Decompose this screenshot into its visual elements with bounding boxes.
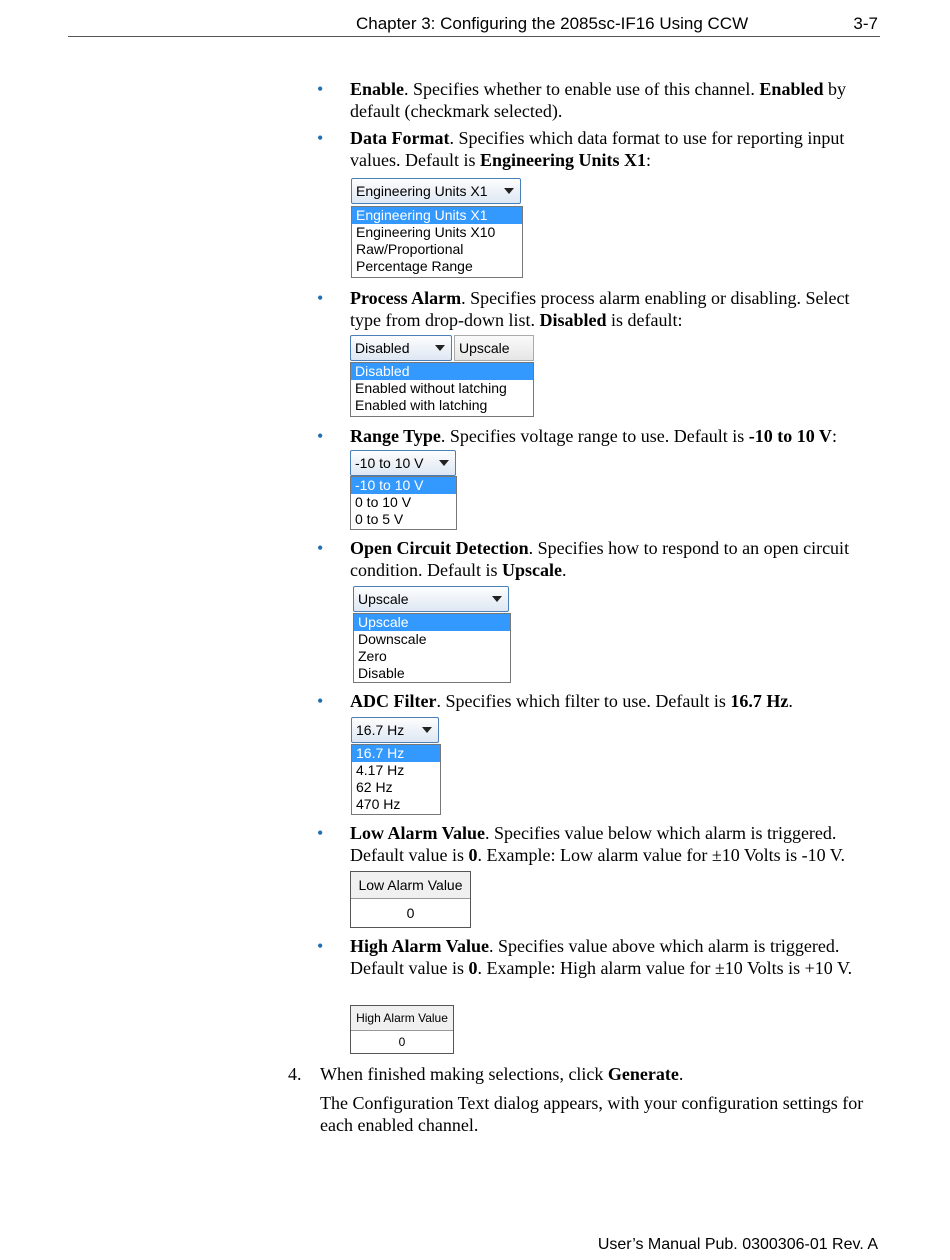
- low-alarm-widget: [350, 871, 471, 928]
- high-alarm-label: High Alarm Value: [351, 1006, 453, 1031]
- data-format-select[interactable]: Engineering Units X1: [351, 178, 521, 204]
- chevron-down-icon: [504, 188, 514, 194]
- option[interactable]: 470 Hz: [356, 796, 401, 812]
- process-alarm-select[interactable]: Disabled: [350, 335, 452, 361]
- high-alarm-widget: [350, 1005, 454, 1054]
- option[interactable]: Enabled without latching: [355, 380, 507, 396]
- chevron-down-icon: [492, 596, 502, 602]
- option[interactable]: Percentage Range: [356, 258, 473, 274]
- low-alarm-input[interactable]: 0: [406, 905, 415, 921]
- bullet: •: [317, 936, 324, 956]
- option[interactable]: 16.7 Hz: [352, 745, 440, 762]
- open-circuit-select[interactable]: Upscale: [353, 586, 509, 612]
- option[interactable]: 0 to 10 V: [355, 494, 412, 510]
- bullet: •: [317, 823, 324, 843]
- bullet: •: [317, 79, 324, 99]
- option[interactable]: -10 to 10 V: [351, 477, 456, 494]
- item-data-format: Data Format. Specifies which data format to use for reporting input values. Default is Engineering Units X1:: [350, 128, 845, 170]
- option[interactable]: Upscale: [354, 614, 510, 631]
- option[interactable]: Zero: [358, 648, 387, 664]
- option[interactable]: Engineering Units X10: [356, 224, 496, 240]
- option[interactable]: Disabled: [351, 363, 533, 380]
- step-4-follow: The Configuration Text dialog appears, with your configuration settings for each enabled channel.: [320, 1093, 864, 1135]
- adc-filter-select[interactable]: 16.7 Hz: [351, 717, 439, 743]
- bullet: •: [317, 691, 324, 711]
- item-adc-filter: ADC Filter. Specifies which filter to use. Default is 16.7 Hz.: [350, 691, 793, 711]
- item-high-alarm: High Alarm Value. Specifies value above which alarm is triggered. Default value is 0. Example: High alarm value for ±10 Volts is +10 V.: [350, 936, 853, 978]
- chevron-down-icon: [439, 460, 449, 466]
- low-alarm-label: Low Alarm Value: [351, 872, 470, 899]
- option[interactable]: Downscale: [358, 631, 427, 647]
- chevron-down-icon: [422, 727, 432, 733]
- option[interactable]: 0 to 5 V: [355, 511, 404, 527]
- bullet: •: [317, 426, 324, 446]
- adjacent-field[interactable]: Upscale: [454, 335, 534, 361]
- bullet: •: [317, 288, 324, 308]
- page-number: 3-7: [853, 14, 878, 33]
- bullet: •: [317, 128, 324, 148]
- option[interactable]: Engineering Units X1: [352, 207, 522, 224]
- item-open-circuit: Open Circuit Detection. Specifies how to respond to an open circuit condition. Default is Upscale.: [350, 538, 850, 580]
- page-footer: User’s Manual Pub. 0300306-01 Rev. A: [597, 1236, 878, 1253]
- item-low-alarm: Low Alarm Value. Specifies value below which alarm is triggered. Default value is 0. Example: Low alarm value for ±10 Volts is -10 V.: [350, 823, 845, 865]
- bullet: •: [317, 538, 324, 558]
- page-header: [68, 10, 880, 37]
- chapter-title: Chapter 3: Configuring the 2085sc-IF16 Using CCW: [356, 14, 749, 33]
- option[interactable]: 62 Hz: [356, 779, 393, 795]
- adc-filter-options[interactable]: [351, 744, 441, 815]
- range-type-select[interactable]: -10 to 10 V: [350, 450, 456, 476]
- item-enable: Enable. Specifies whether to enable use of this channel. Enabled by default (checkmark selected).: [350, 79, 846, 121]
- open-circuit-options[interactable]: [353, 613, 511, 683]
- option[interactable]: 4.17 Hz: [356, 762, 405, 778]
- option[interactable]: Enabled with latching: [355, 397, 488, 413]
- process-alarm-options[interactable]: [350, 362, 534, 417]
- option[interactable]: Raw/Proportional: [356, 241, 464, 257]
- high-alarm-input[interactable]: 0: [398, 1035, 406, 1049]
- step-number: 4.: [288, 1064, 302, 1084]
- item-process-alarm: Process Alarm. Specifies process alarm enabling or disabling. Select type from drop-down list. Disabled is default:: [350, 288, 850, 330]
- chevron-down-icon: [435, 345, 445, 351]
- data-format-options[interactable]: [351, 206, 523, 278]
- range-type-options[interactable]: [350, 476, 457, 530]
- option[interactable]: Disable: [358, 665, 405, 681]
- item-range-type: Range Type. Specifies voltage range to use. Default is -10 to 10 V:: [350, 426, 837, 446]
- step-4-text: When finished making selections, click Generate.: [320, 1064, 684, 1084]
